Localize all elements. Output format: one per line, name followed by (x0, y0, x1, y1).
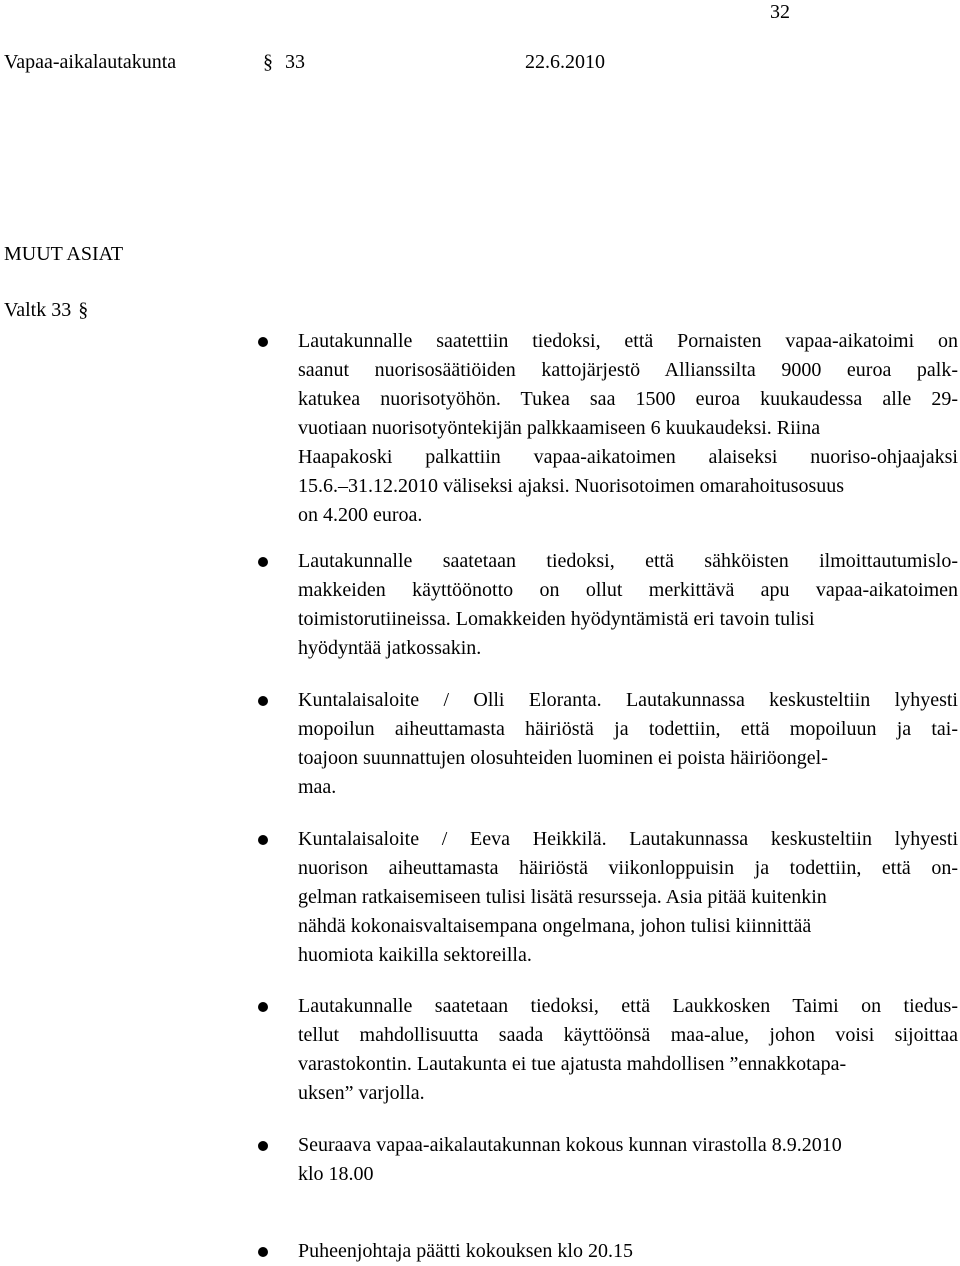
text-line: vuotiaan nuorisotyöntekijän palkkaamiseen 6 kuukaudeksi. Riina (298, 417, 821, 439)
text-line: maa. (298, 776, 337, 798)
text-line: Haapakoski palkattiin vapaa-aikatoimen alaiseksi nuoriso-ohjaajaksi (298, 446, 958, 468)
bullet-icon (258, 696, 268, 706)
text-line: huomiota kaikilla sektoreilla. (298, 944, 532, 966)
organization-name: Vapaa-aikalautakunta (4, 51, 177, 73)
bullet-icon (258, 557, 268, 567)
bullet-icon (258, 1002, 268, 1012)
page-number: 32 (770, 1, 790, 23)
list-item (298, 825, 958, 970)
list-item (298, 992, 958, 1108)
text-line: Lautakunnalle saatettiin tiedoksi, että Pornaisten vapaa-aikatoimi on (298, 330, 958, 352)
list-item (298, 327, 958, 530)
text-line: klo 18.00 (298, 1163, 374, 1185)
text-line: toajoon suunnattujen olosuhteiden luominen ei poista häiriöongel- (298, 747, 828, 769)
list-item (298, 686, 958, 802)
text-line: 15.6.–31.12.2010 väliseksi ajaksi. Nuorisotoimen omarahoitusosuus (298, 475, 845, 497)
text-line: saanut nuorisosäätiöiden kattojärjestö Allianssilta 9000 euroa palk- (298, 359, 958, 381)
bullet-icon (258, 1141, 268, 1151)
valtk-label: Valtk 33 (4, 299, 72, 321)
section-symbol: § (263, 51, 273, 73)
meeting-date: 22.6.2010 (525, 51, 605, 73)
text-line: tellut mahdollisuutta saada käyttöönsä maa-alue, johon voisi sijoittaa (298, 1024, 958, 1046)
text-line: mopoilun aiheuttamasta häiriöstä ja todettiin, että mopoiluun ja tai- (298, 718, 958, 740)
text-line: Lautakunnalle saatetaan tiedoksi, että Laukkosken Taimi on tiedus- (298, 995, 958, 1017)
text-line: Seuraava vapaa-aikalautakunnan kokous kunnan virastolla 8.9.2010 (298, 1134, 842, 1156)
bullet-icon (258, 835, 268, 845)
text-line: on 4.200 euroa. (298, 504, 423, 526)
text-line: nähdä kokonaisvaltaisempana ongelmana, johon tulisi kiinnittää (298, 915, 812, 937)
text-line: makkeiden käyttöönotto on ollut merkittävä apu vapaa-aikatoimen (298, 579, 958, 601)
section-title: MUUT ASIAT (4, 243, 124, 265)
bullet-icon (258, 337, 268, 347)
text-line: Kuntalaisaloite / Olli Eloranta. Lautakunnassa keskusteltiin lyhyesti (298, 689, 958, 711)
text-line: gelman ratkaisemiseen tulisi lisätä resursseja. Asia pitää kuitenkin (298, 886, 827, 908)
section-number: 33 (285, 51, 305, 73)
list-item (298, 1237, 958, 1266)
text-line: katukea nuorisotyöhön. Tukea saa 1500 euroa kuukaudessa alle 29- (298, 388, 958, 410)
list-item (298, 547, 958, 663)
bullet-icon (258, 1247, 268, 1257)
text-line: varastokontin. Lautakunta ei tue ajatusta mahdollisen ”ennakkotapa- (298, 1053, 847, 1075)
text-line: toimistorutiineissa. Lomakkeiden hyödyntämistä eri tavoin tulisi (298, 608, 815, 630)
text-line: uksen” varjolla. (298, 1082, 425, 1104)
text-line: Lautakunnalle saatetaan tiedoksi, että sähköisten ilmoittautumislo- (298, 550, 958, 572)
text-line: hyödyntää jatkossakin. (298, 637, 482, 659)
text-line: Puheenjohtaja päätti kokouksen klo 20.15 (298, 1240, 633, 1262)
list-item (298, 1131, 958, 1189)
text-line: nuorison aiheuttamasta häiriöstä viikonloppuisin ja todettiin, että on- (298, 857, 958, 879)
text-line: Kuntalaisaloite / Eeva Heikkilä. Lautakunnassa keskusteltiin lyhyesti (298, 828, 958, 850)
valtk-section-symbol: § (78, 299, 89, 321)
